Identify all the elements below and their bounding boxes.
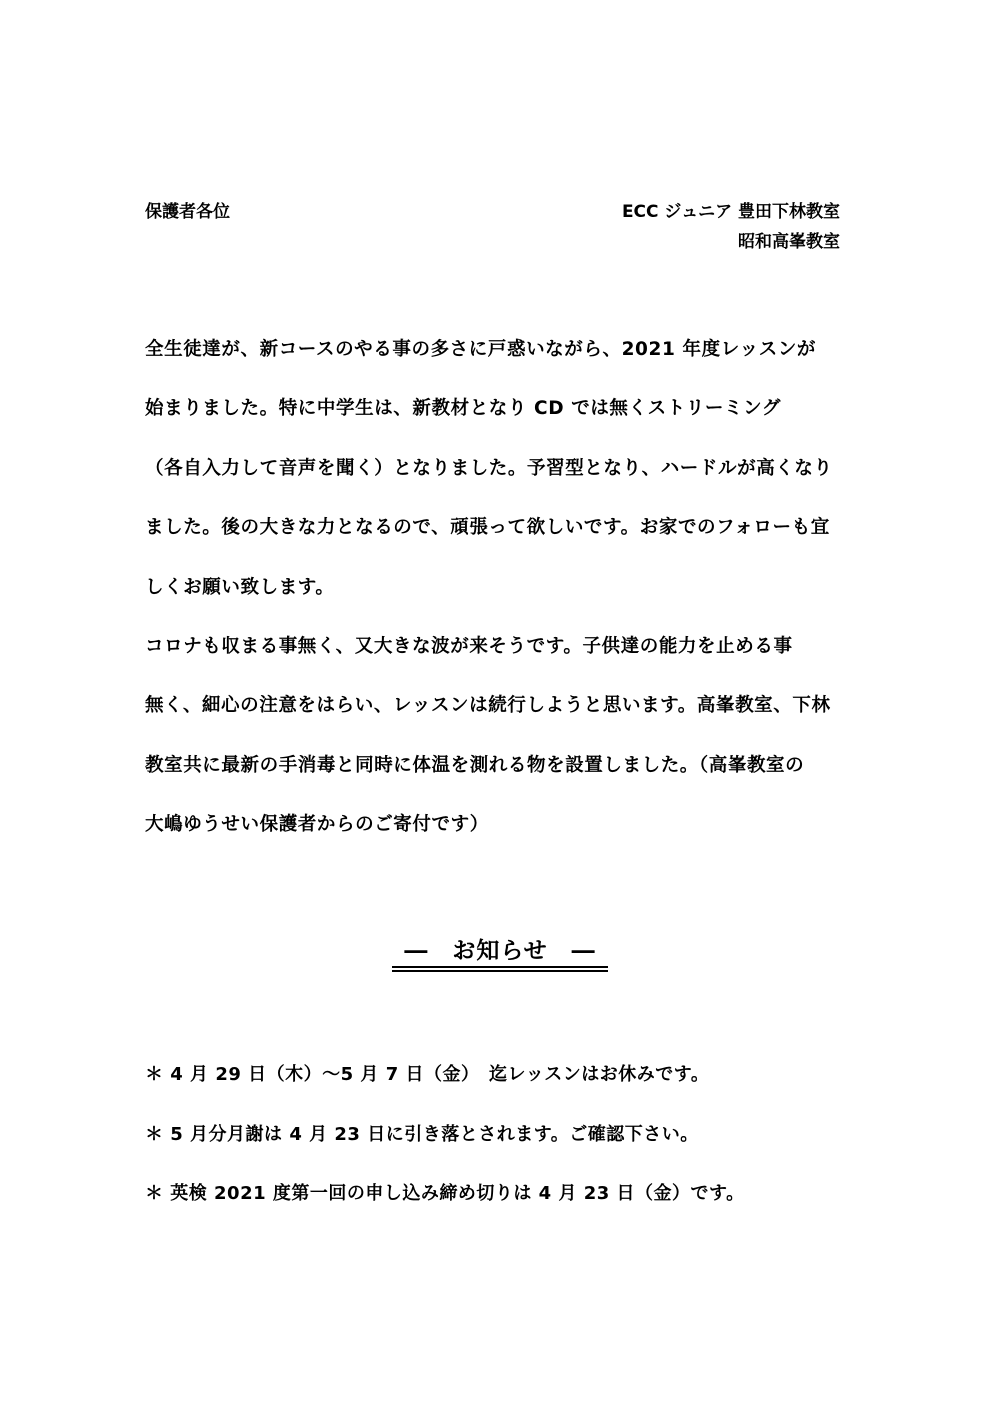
body-line-3: （各自入力して音声を聞く）となりました。予習型となり、ハードルが高くなり — [145, 458, 833, 479]
body-line-2: 始まりました。特に中学生は、新教材となり CD では無くストリーミング — [145, 398, 781, 419]
notice-title-text: ― お知らせ ― — [404, 937, 596, 964]
body-line-1: 全生徒達が、新コースのやる事の多さに戸惑いながら、2021 年度レッスンが — [145, 339, 817, 360]
notice-item-1: ＊ 4 月 29 日（木）～5 月 7 日（金） 迄レッスンはお休みです。 — [145, 1064, 710, 1085]
body-line-5: しくお願い致します。 — [145, 577, 335, 598]
sender-line-1: ECC ジュニア 豊田下林教室 — [621, 202, 840, 222]
notice-item-2: ＊ 5 月分月謝は 4 月 23 日に引き落とされます。ご確認下さい。 — [145, 1124, 699, 1145]
addressee: 保護者各位 — [145, 202, 230, 222]
body-line-8: 教室共に最新の手消毒と同時に体温を測れる物を設置しました。（高峯教室の — [145, 755, 805, 776]
notice-item-3: ＊ 英検 2021 度第一回の申し込み締め切りは 4 月 23 日（金）です。 — [145, 1183, 745, 1204]
sender-line-2: 昭和高峯教室 — [738, 232, 840, 252]
notice-title — [392, 935, 608, 975]
title-double-underline — [392, 966, 608, 972]
sender-block — [622, 200, 840, 260]
body-line-7: 無く、細心の注意をはらい、レッスンは続行しようと思います。高峯教室、下林 — [145, 695, 831, 716]
body-line-9: 大嶋ゆうせい保護者からのご寄付です） — [145, 814, 489, 835]
body-line-6: コロナも収まる事無く、又大きな波が来そうです。子供達の能力を止める事 — [145, 636, 793, 657]
body-line-4: ました。後の大きな力となるので、頑張って欲しいです。お家でのフォローも宜 — [145, 517, 830, 538]
